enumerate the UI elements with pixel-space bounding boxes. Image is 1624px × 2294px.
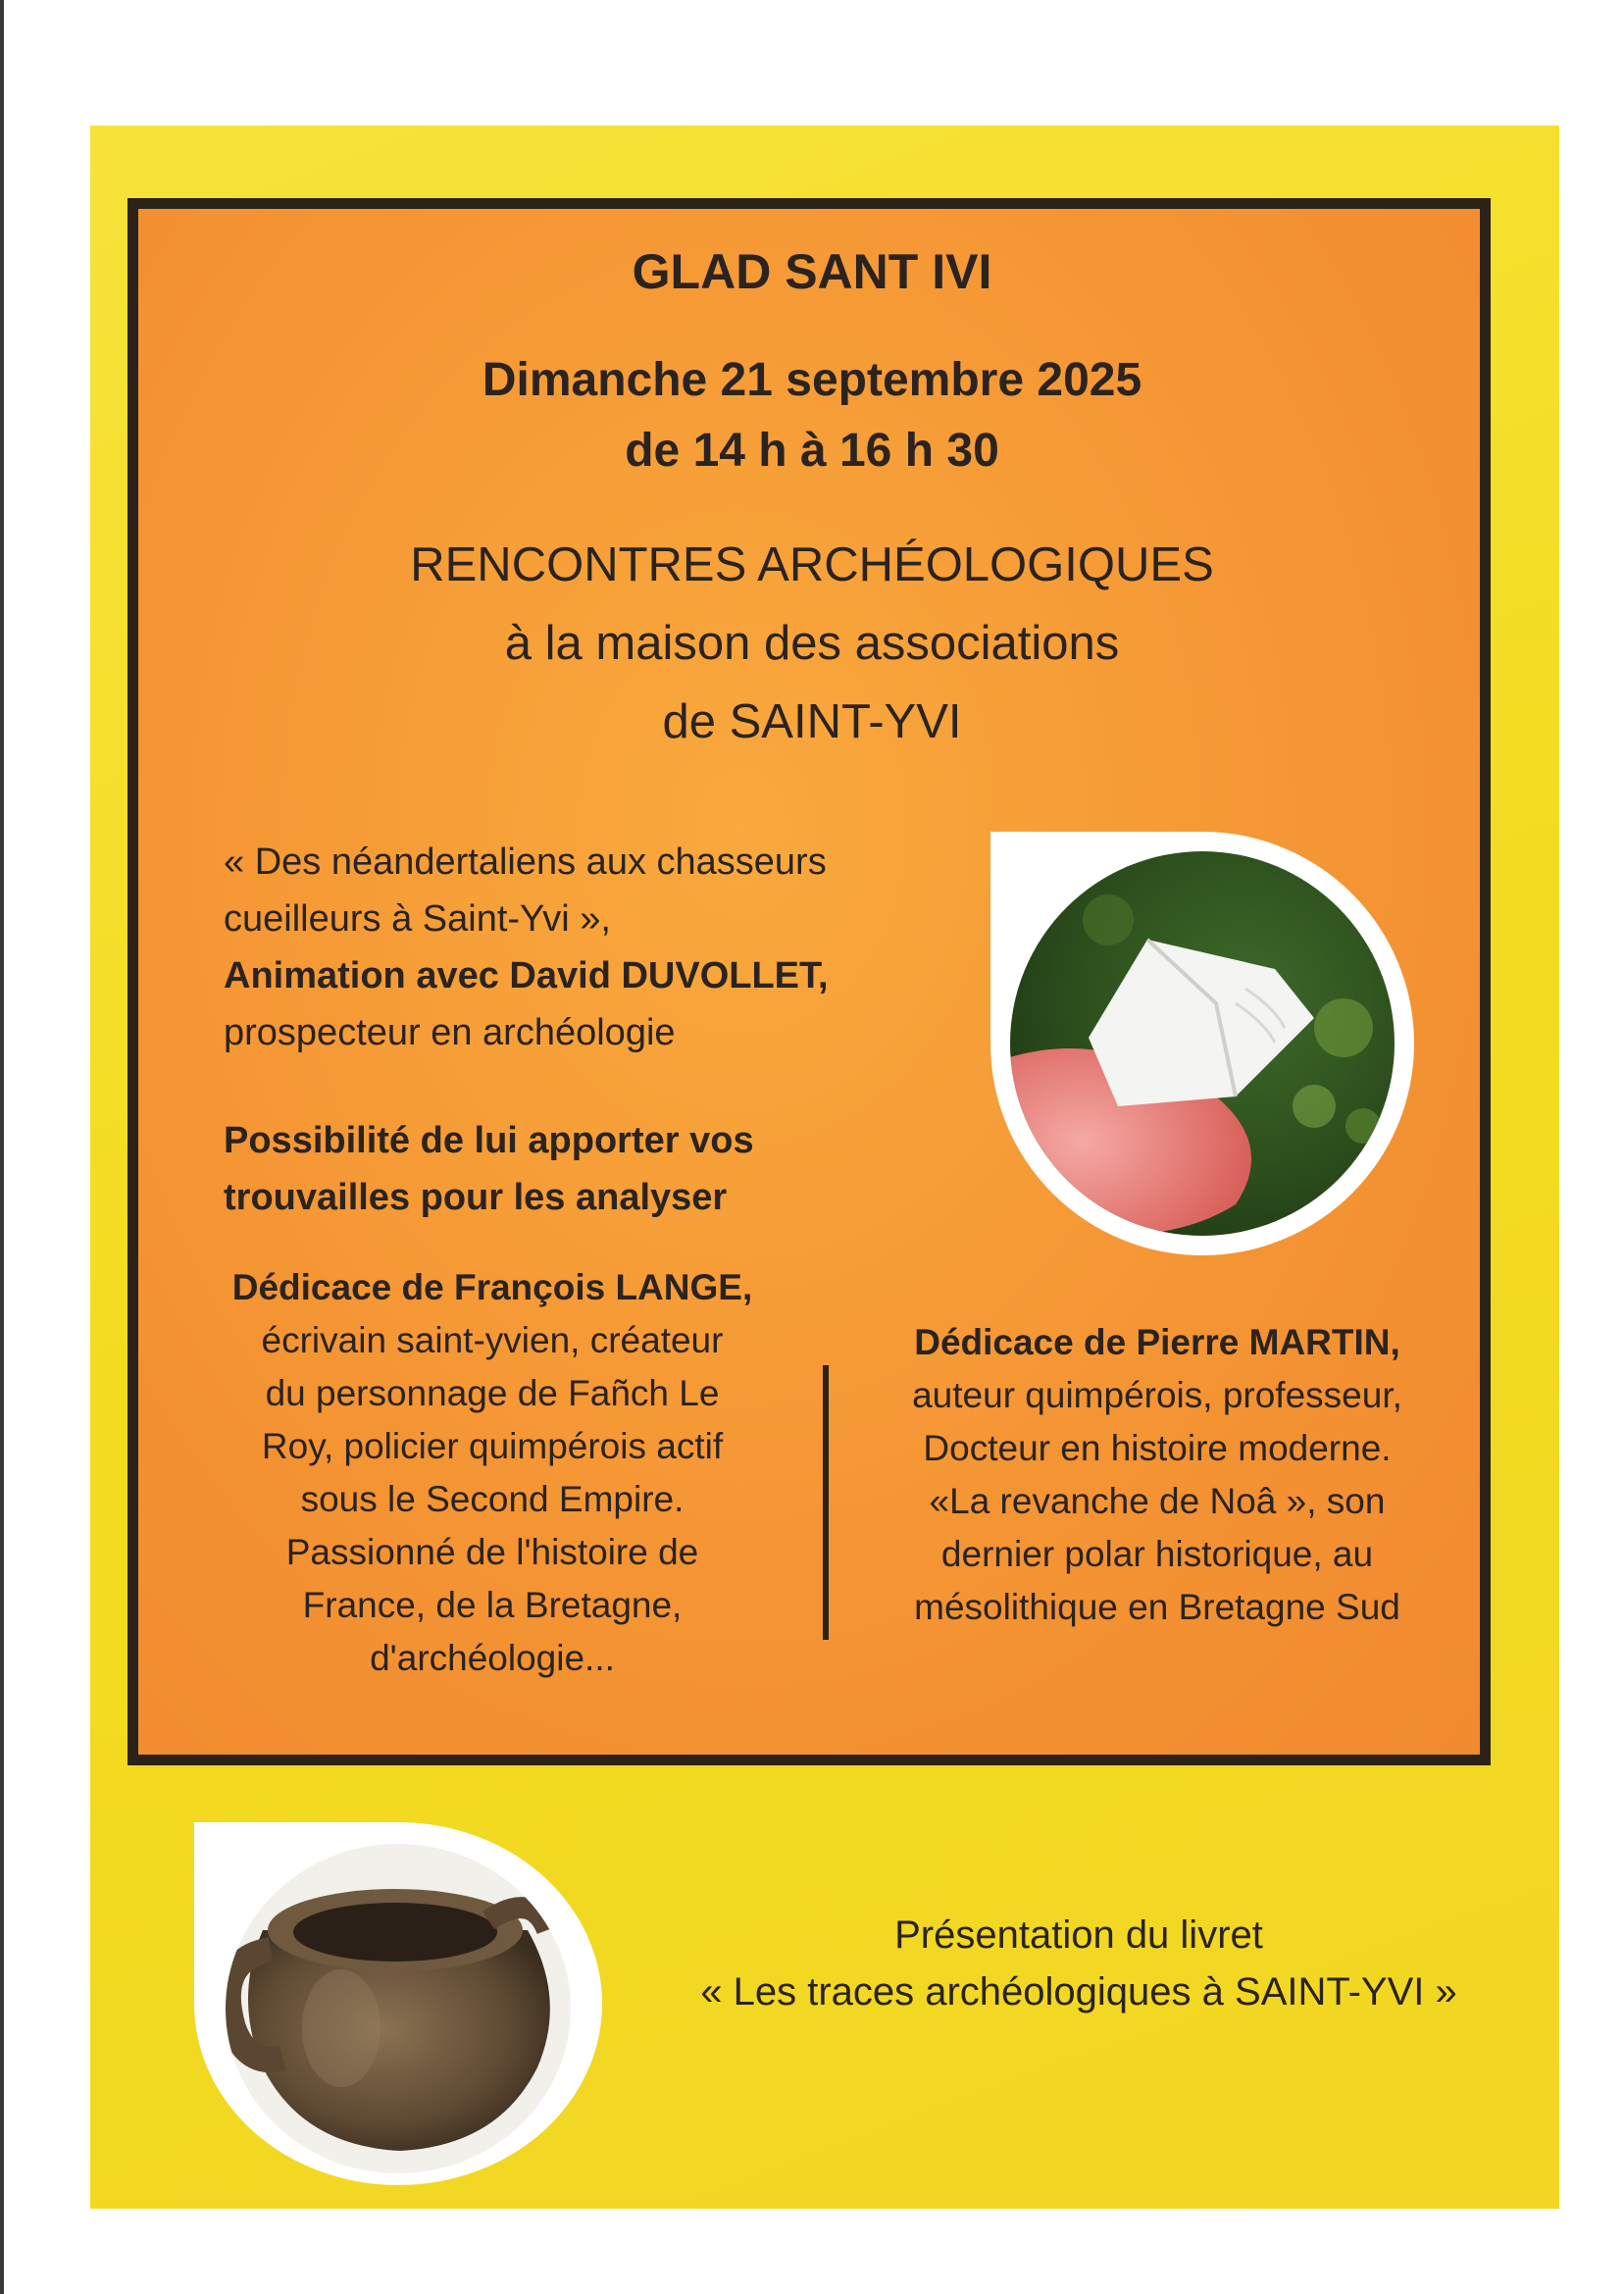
lange-line: sous le Second Empire. <box>300 1479 685 1519</box>
lange-line: d'archéologie... <box>370 1638 615 1678</box>
poster-title: GLAD SANT IVI <box>632 244 992 299</box>
animation-block <box>224 834 1008 1061</box>
animation-host: Animation avec David DUVOLLET, <box>224 955 829 996</box>
lange-line: France, de la Bretagne, <box>302 1585 683 1625</box>
scan-edge <box>0 0 4 2294</box>
animation-host-role: prospecteur en archéologie <box>224 1012 676 1053</box>
martin-line: auteur quimpérois, professeur, <box>912 1375 1402 1415</box>
martin-line: mésolithique en Bretagne Sud <box>914 1587 1400 1627</box>
livret-block <box>637 1907 1520 2020</box>
pottery-photo-image <box>194 1822 602 2185</box>
offer-line2: trouvailles pour les analyser <box>224 1177 728 1218</box>
martin-line: Docteur en histoire moderne. <box>923 1428 1392 1468</box>
livret-line1: Présentation du livret <box>894 1913 1263 1957</box>
dedicace-martin <box>863 1316 1451 1634</box>
flint-photo <box>990 832 1414 1255</box>
offer-block <box>224 1112 1008 1226</box>
event-name: RENCONTRES ARCHÉOLOGIQUES <box>410 538 1214 591</box>
martin-heading: Dédicace de Pierre MARTIN, <box>914 1322 1400 1362</box>
lange-heading: Dédicace de François LANGE, <box>231 1267 753 1307</box>
event-date: Dimanche 21 septembre 2025 <box>482 354 1142 406</box>
lange-line: écrivain saint-yvien, créateur <box>261 1320 724 1360</box>
dedicace-lange <box>192 1261 792 1685</box>
event-town: de SAINT-YVI <box>662 695 962 748</box>
offer-line1: Possibilité de lui apporter vos <box>224 1120 754 1161</box>
event-venue: à la maison des associations <box>504 617 1120 670</box>
martin-line: «La revanche de Noâ », son <box>929 1481 1386 1521</box>
talk-title-line1: « Des néandertaliens aux chasseurs <box>224 841 827 883</box>
lange-line: du personnage de Fañch Le <box>265 1373 720 1413</box>
lange-line: Roy, policier quimpérois actif <box>261 1426 724 1466</box>
event-hours: de 14 h à 16 h 30 <box>625 425 999 477</box>
martin-line: dernier polar historique, au <box>940 1534 1374 1574</box>
flint-photo-image <box>990 832 1414 1255</box>
livret-line2: « Les traces archéologiques à SAINT-YVI » <box>700 1970 1457 2014</box>
lange-line: Passionné de l'histoire de <box>285 1532 699 1572</box>
talk-title-line2: cueilleurs à Saint-Yvi », <box>224 898 611 940</box>
pottery-photo <box>194 1822 602 2185</box>
column-divider <box>823 1365 829 1640</box>
